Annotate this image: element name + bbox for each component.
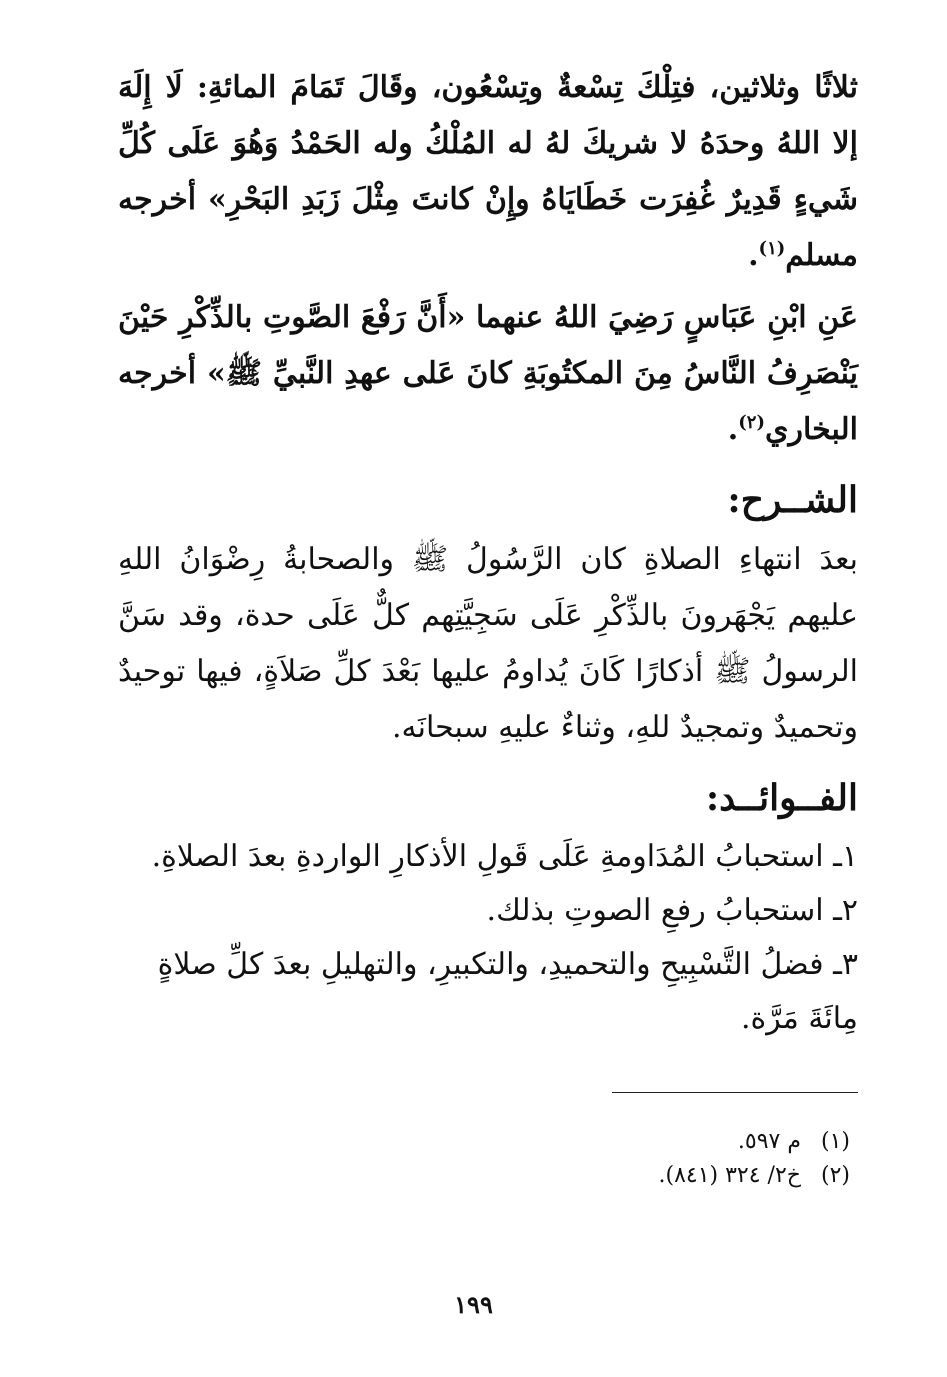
footnote-1 <box>400 1125 850 1159</box>
page-body <box>118 60 858 1046</box>
fawaid-item-2: ٢ـ استحبابُ رفعِ الصوتِ بذلك. <box>486 893 858 928</box>
page-number: ١٩٩ <box>454 1290 493 1319</box>
sharh-heading: الشــرح: <box>727 479 858 521</box>
footnote-2-text: خ٢/ ٣٢٤ (٨٤١). <box>658 1163 801 1188</box>
hadith-2-end: . <box>727 412 739 447</box>
footnotes <box>400 1125 850 1193</box>
footnote-1-text: م ٥٩٧. <box>737 1129 801 1154</box>
hadith-1-end: . <box>748 238 759 273</box>
footnote-ref-1: (١) <box>758 238 786 259</box>
fawaid-heading: الفــوائــد: <box>705 777 858 819</box>
fawaid-list <box>118 830 858 1046</box>
footnote-1-number: (١) <box>820 1129 850 1154</box>
footnote-2-number: (٢) <box>820 1163 850 1188</box>
footnote-divider <box>612 1092 858 1093</box>
fawaid-item-3: ٣ـ فضلُ التَّسْبِيحِ والتحميدِ، والتكبيرِ، والتهليلِ بعدَ كلِّ صلاةٍ مِائَةَ مَرَّة. <box>157 947 858 1036</box>
hadith-1-paragraph <box>118 60 858 284</box>
sharh-paragraph: بعدَ انتهاءِ الصلاةِ كان الرَّسُولُ ﷺ والصحابةُ رِضْوَانُ اللهِ عليهم يَجْهَرونَ بالذِّكْرِ عَلَى سَجِيَّتِهم كلٌّ عَلَى حدة، وقد سَنَّ الرسولُ ﷺ أذكارًا كَانَ يُداومُ عليها بَعْدَ كلِّ صَلاَةٍ، فيها توحيدٌ وتحميدٌ وتمجيدٌ للهِ، وثناءٌ عليهِ سبحانَه. <box>118 542 858 745</box>
hadith-2-text: عَنِ ابْنِ عَبَاسٍ رَضِيَ اللهُ عنهما «أَنَّ رَفْعَ الصَّوتِ بالذِّكْرِ حَيْنَ يَنْصَرِفُ النَّاسُ مِنَ المكتُوبَةِ كانَ عَلى عهدِ النَّبيِّ ﷺ» أخرجه البخاري <box>118 300 858 447</box>
footnote-ref-2: (٢) <box>738 412 765 433</box>
footnote-2 <box>400 1159 850 1193</box>
fawaid-item-1: ١ـ استحبابُ المُدَاومةِ عَلَى قَولِ الأذكارِ الواردةِ بعدَ الصلاةِ. <box>151 839 858 874</box>
hadith-2-paragraph <box>118 290 858 458</box>
hadith-1-text: ثلاثًا وثلاثين، فتِلْكَ تِسْعةٌ وتِسْعُون، وقَالَ تَمَامَ المائةِ: لَا إِلَهَ إلا اللهُ وحدَهُ لا شريكَ لهُ له المُلْكُ وله الحَمْدُ وَهُوَ عَلَى كُلِّ شَيءٍ قَدِيرٌ غُفِرَت خَطَايَاهُ وإِنْ كانتَ مِثْلَ زَبَدِ البَحْرِ» أخرجه مسلم <box>118 70 858 273</box>
